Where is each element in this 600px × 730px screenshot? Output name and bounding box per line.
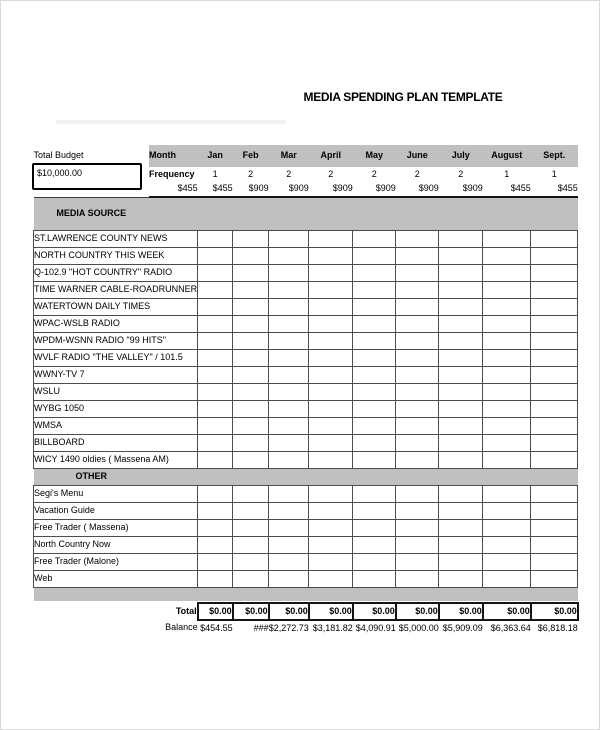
empty-cell[interactable] (353, 383, 396, 400)
empty-cell[interactable] (439, 247, 483, 264)
media-spending-table (33, 145, 579, 636)
empty-cell[interactable] (198, 332, 233, 349)
balance-label: Balance (165, 622, 198, 633)
month-header-cell: May (353, 145, 396, 167)
frequency-cell[interactable]: 1 (551, 168, 557, 179)
empty-cell[interactable] (198, 553, 233, 570)
media-source-row-label: TIME WARNER CABLE-ROADRUNNER (34, 281, 198, 298)
empty-cell[interactable] (353, 570, 396, 587)
media-source-row (34, 281, 578, 298)
media-source-row-label: WATERTOWN DAILY TIMES (34, 298, 198, 315)
month-header-cell: Jan (198, 145, 233, 167)
balance-cell: ### (253, 622, 269, 633)
empty-cell[interactable] (309, 485, 353, 502)
total-label: Total (175, 605, 197, 616)
media-source-row (34, 434, 578, 451)
empty-cell[interactable] (309, 230, 353, 247)
empty-cell[interactable] (483, 434, 531, 451)
empty-cell[interactable] (309, 383, 353, 400)
empty-cell[interactable] (483, 451, 531, 468)
empty-cell[interactable] (483, 519, 531, 536)
media-source-row (34, 264, 578, 281)
empty-cell[interactable] (353, 315, 396, 332)
empty-cell[interactable] (353, 264, 396, 281)
frequency-cell[interactable]: 2 (414, 168, 420, 179)
other-row (34, 536, 578, 553)
empty-cell[interactable] (309, 315, 353, 332)
frequency-cell[interactable]: 2 (328, 168, 334, 179)
unit-cost-cell[interactable]: $909 (462, 183, 483, 194)
balance-cell: $2,272.73 (268, 622, 309, 633)
empty-cell[interactable] (269, 298, 309, 315)
unit-cost-cell[interactable]: $909 (248, 183, 269, 194)
empty-cell[interactable] (233, 349, 269, 366)
empty-cell[interactable] (396, 230, 439, 247)
total-cell: $0.00 (198, 603, 233, 620)
empty-cell[interactable] (198, 366, 233, 383)
empty-cell[interactable] (396, 400, 439, 417)
empty-cell[interactable] (531, 519, 578, 536)
month-header-cell: Sept. (531, 145, 578, 167)
empty-cell[interactable] (483, 298, 531, 315)
total-row (34, 603, 578, 620)
empty-cell[interactable] (198, 281, 233, 298)
empty-cell[interactable] (483, 570, 531, 587)
empty-cell[interactable] (233, 502, 269, 519)
empty-cell[interactable] (269, 417, 309, 434)
balance-cell: $5,000.00 (398, 622, 439, 633)
empty-cell[interactable] (198, 383, 233, 400)
balance-row (34, 620, 578, 636)
empty-cell[interactable] (531, 315, 578, 332)
empty-cell[interactable] (353, 366, 396, 383)
empty-cell[interactable] (233, 570, 269, 587)
empty-cell[interactable] (531, 247, 578, 264)
empty-cell[interactable] (439, 502, 483, 519)
other-header: OTHER (34, 468, 150, 485)
empty-cell[interactable] (483, 332, 531, 349)
empty-cell[interactable] (198, 519, 233, 536)
empty-cell[interactable] (198, 400, 233, 417)
empty-cell[interactable] (483, 400, 531, 417)
empty-cell[interactable] (309, 400, 353, 417)
empty-cell[interactable] (233, 485, 269, 502)
empty-cell[interactable] (233, 451, 269, 468)
other-row-label: North Country Now (34, 536, 198, 553)
empty-cell[interactable] (233, 519, 269, 536)
other-row-label: Segi's Menu (34, 485, 198, 502)
empty-cell[interactable] (269, 230, 309, 247)
empty-cell[interactable] (269, 553, 309, 570)
empty-cell[interactable] (309, 434, 353, 451)
media-source-row-label: WWNY-TV 7 (34, 366, 198, 383)
totals-section (34, 587, 578, 636)
empty-cell[interactable] (531, 264, 578, 281)
empty-cell[interactable] (269, 332, 309, 349)
divider-bar (34, 587, 578, 601)
empty-cell[interactable] (269, 485, 309, 502)
empty-cell[interactable] (531, 417, 578, 434)
empty-cell[interactable] (396, 298, 439, 315)
unit-cost-base: $455 (177, 183, 198, 194)
empty-cell[interactable] (396, 315, 439, 332)
empty-cell[interactable] (233, 315, 269, 332)
balance-cell: $5,909.09 (442, 622, 483, 633)
empty-cell[interactable] (269, 400, 309, 417)
empty-cell[interactable] (531, 485, 578, 502)
empty-cell[interactable] (233, 536, 269, 553)
empty-cell[interactable] (396, 264, 439, 281)
empty-cell[interactable] (483, 281, 531, 298)
empty-cell[interactable] (309, 502, 353, 519)
empty-cell[interactable] (439, 366, 483, 383)
divider-bar-row (34, 587, 578, 601)
empty-cell[interactable] (233, 298, 269, 315)
other-row-label: Vacation Guide (34, 502, 198, 519)
empty-cell[interactable] (233, 247, 269, 264)
empty-cell[interactable] (531, 383, 578, 400)
balance-cell: $6,818.18 (537, 622, 578, 633)
empty-cell[interactable] (198, 502, 233, 519)
balance-cell: $454.55 (200, 622, 233, 633)
empty-cell[interactable] (353, 298, 396, 315)
empty-cell[interactable] (233, 230, 269, 247)
empty-cell[interactable] (396, 332, 439, 349)
empty-cell[interactable] (439, 570, 483, 587)
media-source-header: MEDIA SOURCE (34, 197, 150, 230)
empty-cell[interactable] (309, 519, 353, 536)
unit-cost-cell[interactable]: $909 (288, 183, 309, 194)
total-cell: $0.00 (269, 603, 309, 620)
empty-cell[interactable] (483, 536, 531, 553)
empty-cell[interactable] (269, 434, 309, 451)
empty-cell[interactable] (396, 502, 439, 519)
other-row-label: Free Trader ( Massena) (34, 519, 198, 536)
empty-cell[interactable] (531, 366, 578, 383)
empty-cell[interactable] (483, 553, 531, 570)
empty-cell[interactable] (309, 247, 353, 264)
empty-cell[interactable] (198, 315, 233, 332)
empty-cell[interactable] (198, 451, 233, 468)
empty-cell[interactable] (233, 417, 269, 434)
empty-cell[interactable] (269, 502, 309, 519)
media-source-row (34, 383, 578, 400)
media-source-row-label: BILLBOARD (34, 434, 198, 451)
other-section (34, 468, 578, 485)
media-source-row (34, 230, 578, 247)
media-source-row (34, 417, 578, 434)
empty-cell[interactable] (483, 315, 531, 332)
total-cell: $0.00 (439, 603, 483, 620)
total-cell: $0.00 (396, 603, 439, 620)
empty-cell[interactable] (483, 264, 531, 281)
frequency-label: Frequency (149, 168, 195, 179)
empty-cell[interactable] (483, 502, 531, 519)
empty-cell[interactable] (353, 536, 396, 553)
empty-cell[interactable] (531, 298, 578, 315)
other-header-fill (149, 468, 578, 485)
empty-cell[interactable] (396, 383, 439, 400)
frequency-cell[interactable]: 1 (504, 168, 510, 179)
empty-cell[interactable] (439, 553, 483, 570)
empty-cell[interactable] (439, 451, 483, 468)
frequency-cell[interactable]: 2 (371, 168, 377, 179)
empty-cell[interactable] (396, 247, 439, 264)
empty-cell[interactable] (309, 451, 353, 468)
empty-cell[interactable] (531, 332, 578, 349)
unit-cost-cell[interactable]: $455 (510, 183, 531, 194)
other-row (34, 553, 578, 570)
empty-cell[interactable] (396, 434, 439, 451)
media-source-section (34, 197, 578, 230)
empty-cell[interactable] (353, 502, 396, 519)
frequency-cell[interactable]: 2 (458, 168, 464, 179)
empty-cell[interactable] (269, 570, 309, 587)
unit-cost-cell[interactable]: $909 (375, 183, 396, 194)
media-source-row (34, 315, 578, 332)
empty-cell[interactable] (353, 417, 396, 434)
empty-cell[interactable] (309, 264, 353, 281)
other-rows (34, 485, 578, 587)
total-cell: $0.00 (483, 603, 531, 620)
month-header-cell: August (483, 145, 531, 167)
empty-cell[interactable] (483, 366, 531, 383)
media-source-row-label: WICY 1490 oldies ( Massena AM) (34, 451, 198, 468)
unit-cost-cell[interactable]: $909 (332, 183, 353, 194)
empty-cell[interactable] (309, 417, 353, 434)
empty-cell[interactable] (439, 230, 483, 247)
media-source-header-row (34, 197, 578, 230)
empty-cell[interactable] (396, 366, 439, 383)
empty-cell[interactable] (269, 349, 309, 366)
empty-cell[interactable] (531, 536, 578, 553)
empty-cell[interactable] (198, 570, 233, 587)
total-cell: $0.00 (233, 603, 269, 620)
empty-cell[interactable] (353, 485, 396, 502)
empty-cell[interactable] (531, 230, 578, 247)
empty-cell[interactable] (233, 366, 269, 383)
empty-cell[interactable] (309, 366, 353, 383)
empty-cell[interactable] (439, 298, 483, 315)
empty-cell[interactable] (396, 570, 439, 587)
empty-cell[interactable] (439, 281, 483, 298)
empty-cell[interactable] (353, 519, 396, 536)
empty-cell[interactable] (353, 451, 396, 468)
other-row-label: Free Trader (Malone) (34, 553, 198, 570)
month-label: Month (149, 145, 198, 167)
empty-cell[interactable] (353, 281, 396, 298)
empty-cell[interactable] (531, 553, 578, 570)
empty-cell[interactable] (531, 281, 578, 298)
total-cell: $0.00 (309, 603, 353, 620)
media-source-row-label: WVLF RADIO "THE VALLEY" / 101.5 (34, 349, 198, 366)
media-source-rows (34, 230, 578, 468)
empty-cell[interactable] (198, 349, 233, 366)
empty-cell[interactable] (233, 400, 269, 417)
frequency-cell[interactable]: 2 (248, 168, 254, 179)
empty-cell[interactable] (439, 264, 483, 281)
empty-cell[interactable] (396, 281, 439, 298)
empty-cell[interactable] (439, 434, 483, 451)
frequency-cell[interactable]: 1 (212, 168, 218, 179)
empty-cell[interactable] (439, 349, 483, 366)
empty-cell[interactable] (439, 383, 483, 400)
empty-cell[interactable] (233, 332, 269, 349)
empty-cell[interactable] (531, 570, 578, 587)
empty-cell[interactable] (353, 400, 396, 417)
media-source-row (34, 298, 578, 315)
empty-cell[interactable] (309, 553, 353, 570)
empty-cell[interactable] (198, 434, 233, 451)
page-title: MEDIA SPENDING PLAN TEMPLATE (303, 90, 503, 104)
empty-cell[interactable] (439, 519, 483, 536)
unit-cost-cell[interactable]: $455 (212, 183, 233, 194)
empty-cell[interactable] (309, 536, 353, 553)
empty-cell[interactable] (353, 553, 396, 570)
empty-cell[interactable] (233, 434, 269, 451)
empty-cell[interactable] (483, 485, 531, 502)
empty-cell[interactable] (483, 417, 531, 434)
other-header-row (34, 468, 578, 485)
empty-cell[interactable] (531, 349, 578, 366)
media-source-row-label: NORTH COUNTRY THIS WEEK (34, 247, 198, 264)
month-header-cell: Mar (269, 145, 309, 167)
other-row (34, 485, 578, 502)
media-source-header-fill (149, 197, 578, 230)
empty-cell[interactable] (483, 230, 531, 247)
month-header-cell: Feb (233, 145, 269, 167)
empty-cell[interactable] (439, 536, 483, 553)
empty-cell[interactable] (198, 485, 233, 502)
empty-cell[interactable] (309, 570, 353, 587)
other-row (34, 502, 578, 519)
empty-cell[interactable] (439, 332, 483, 349)
empty-cell[interactable] (269, 536, 309, 553)
empty-cell[interactable] (198, 298, 233, 315)
empty-cell[interactable] (396, 417, 439, 434)
empty-cell[interactable] (396, 519, 439, 536)
empty-cell[interactable] (396, 485, 439, 502)
media-source-row (34, 400, 578, 417)
empty-cell[interactable] (439, 315, 483, 332)
empty-cell[interactable] (269, 264, 309, 281)
unit-cost-cell[interactable]: $455 (557, 183, 578, 194)
empty-cell[interactable] (198, 247, 233, 264)
media-source-row (34, 451, 578, 468)
total-budget-value: $10,000.00 (37, 168, 83, 178)
empty-cell[interactable] (233, 383, 269, 400)
month-header-cell: April (309, 145, 353, 167)
empty-cell[interactable] (439, 400, 483, 417)
other-row-label: Web (34, 570, 198, 587)
media-source-row-label: WMSA (34, 417, 198, 434)
faint-artifact-line (56, 120, 286, 124)
empty-cell[interactable] (396, 536, 439, 553)
empty-cell[interactable] (531, 502, 578, 519)
empty-cell[interactable] (198, 536, 233, 553)
media-source-row-label: WSLU (34, 383, 198, 400)
month-header-cell: July (439, 145, 483, 167)
empty-cell[interactable] (233, 264, 269, 281)
month-header-cell: June (396, 145, 439, 167)
empty-cell[interactable] (198, 230, 233, 247)
empty-cell[interactable] (483, 349, 531, 366)
frequency-cell[interactable]: 2 (286, 168, 292, 179)
total-cell: $0.00 (531, 603, 578, 620)
empty-cell[interactable] (353, 349, 396, 366)
empty-cell[interactable] (531, 400, 578, 417)
empty-cell[interactable] (353, 247, 396, 264)
empty-cell[interactable] (531, 451, 578, 468)
other-row (34, 570, 578, 587)
empty-cell[interactable] (439, 485, 483, 502)
media-source-row (34, 349, 578, 366)
empty-cell[interactable] (396, 553, 439, 570)
empty-cell[interactable] (269, 247, 309, 264)
unit-cost-cell[interactable]: $909 (418, 183, 439, 194)
empty-cell[interactable] (269, 366, 309, 383)
empty-cell[interactable] (269, 281, 309, 298)
empty-cell[interactable] (309, 281, 353, 298)
empty-cell[interactable] (269, 383, 309, 400)
empty-cell[interactable] (309, 349, 353, 366)
empty-cell[interactable] (353, 230, 396, 247)
empty-cell[interactable] (309, 298, 353, 315)
empty-cell[interactable] (233, 281, 269, 298)
total-budget-label: Total Budget (34, 145, 150, 167)
total-budget-input[interactable] (32, 163, 142, 190)
total-cell: $0.00 (353, 603, 396, 620)
balance-cell: $3,181.82 (312, 622, 353, 633)
empty-cell[interactable] (309, 332, 353, 349)
empty-cell[interactable] (483, 383, 531, 400)
media-source-row (34, 247, 578, 264)
empty-cell[interactable] (269, 519, 309, 536)
empty-cell[interactable] (396, 349, 439, 366)
media-source-row-label: Q-102.9 "HOT COUNTRY" RADIO (34, 264, 198, 281)
media-source-row (34, 332, 578, 349)
empty-cell[interactable] (483, 247, 531, 264)
empty-cell[interactable] (269, 315, 309, 332)
balance-cell: $4,090.91 (355, 622, 396, 633)
media-source-row-label: WPDM-WSNN RADIO "99 HITS" (34, 332, 198, 349)
empty-cell[interactable] (198, 417, 233, 434)
media-source-row-label: WYBG 1050 (34, 400, 198, 417)
media-source-row-label: WPAC-WSLB RADIO (34, 315, 198, 332)
empty-cell[interactable] (233, 553, 269, 570)
media-source-row (34, 366, 578, 383)
empty-cell[interactable] (353, 434, 396, 451)
empty-cell[interactable] (198, 264, 233, 281)
balance-cell: $6,363.64 (490, 622, 531, 633)
empty-cell[interactable] (396, 451, 439, 468)
empty-cell[interactable] (269, 451, 309, 468)
empty-cell[interactable] (439, 417, 483, 434)
empty-cell[interactable] (531, 434, 578, 451)
empty-cell[interactable] (353, 332, 396, 349)
other-row (34, 519, 578, 536)
media-source-row-label: ST.LAWRENCE COUNTY NEWS (34, 230, 198, 247)
